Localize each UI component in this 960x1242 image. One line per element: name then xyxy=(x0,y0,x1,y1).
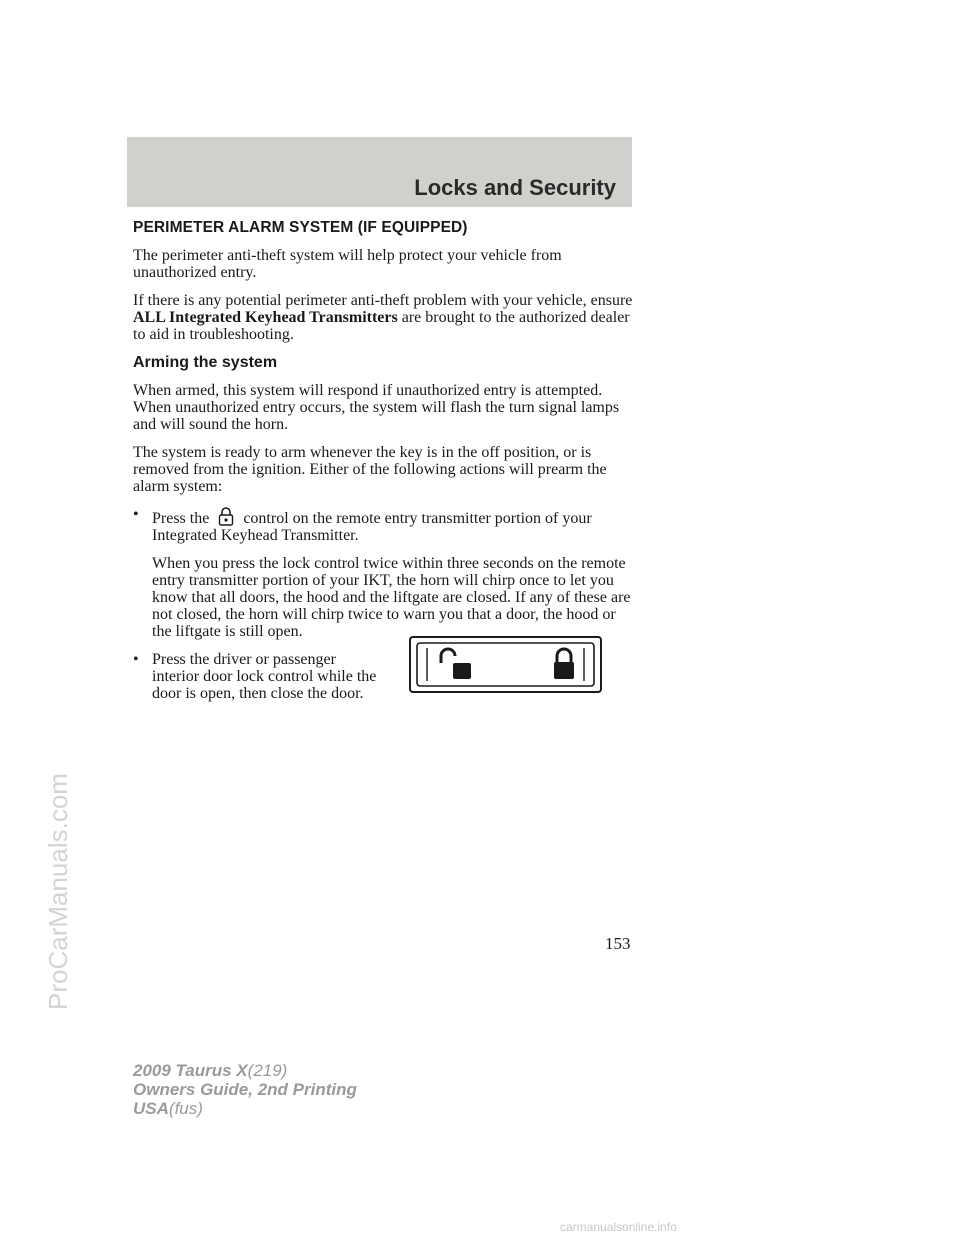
bullet1-note: When you press the lock control twice within three seconds on the remote entry transmitter portion of your IKT, the horn will chirp once to let you know that all doors, the hood and the liftgate are closed. If any of these are not closed, the horn will chirp twice to warn you that a door, the hood or the liftgate is still open. xyxy=(152,555,631,640)
arming-paragraph: When armed, this system will respond if unauthorized entry is attempted. When unauthorized entry occurs, the system will flash the turn signal lamps and will sound the horn. xyxy=(133,382,620,433)
bullet-dot: • xyxy=(133,651,139,668)
dealer-text-before: If there is any potential perimeter anti-theft problem with your vehicle, ensure xyxy=(133,292,633,309)
bullet2-text: Press the driver or passenger interior door lock control while the door is open, then close the door. xyxy=(152,651,377,702)
footer-line-region: USA(fus) xyxy=(133,1099,203,1118)
bottom-watermark: carmanualsonline.info xyxy=(560,1220,677,1234)
side-watermark xyxy=(0,0,73,1242)
bullet1-text-before: Press the xyxy=(152,510,210,527)
dealer-paragraph xyxy=(133,292,638,343)
prearm-paragraph: The system is ready to arm whenever the key is in the off position, or is removed from the ignition. Either of the following actions will prearm the alarm system: xyxy=(133,444,607,495)
side-watermark-text: ProCarManuals.com xyxy=(43,773,73,1010)
bullet-item-remote xyxy=(133,506,638,544)
page-number: 153 xyxy=(605,934,631,953)
dealer-text-bold: ALL Integrated Keyhead Transmitters xyxy=(133,309,398,326)
footer-line-model: 2009 Taurus X(219) xyxy=(133,1061,288,1080)
door-lock-switch-figure xyxy=(409,636,602,693)
dealer-text-after: are brought to the authorized dealer to aid in troubleshooting. xyxy=(133,309,630,343)
bullet1-text-after: control on the remote entry transmitter portion of your Integrated Keyhead Transmitter. xyxy=(152,510,592,544)
section-title: Locks and Security xyxy=(414,175,616,200)
arming-heading: Arming the system xyxy=(133,354,278,371)
intro-paragraph: The perimeter anti-theft system will help protect your vehicle from unauthorized entry. xyxy=(133,247,562,281)
section-heading: PERIMETER ALARM SYSTEM (IF EQUIPPED) xyxy=(133,219,468,236)
bullet-dot: • xyxy=(133,506,139,523)
section-header-band xyxy=(127,137,632,207)
document-footer xyxy=(133,1061,357,1118)
lock-icon xyxy=(215,506,237,526)
bullet-item-door xyxy=(133,651,382,702)
footer-line-edition: Owners Guide, 2nd Printing xyxy=(133,1080,357,1099)
